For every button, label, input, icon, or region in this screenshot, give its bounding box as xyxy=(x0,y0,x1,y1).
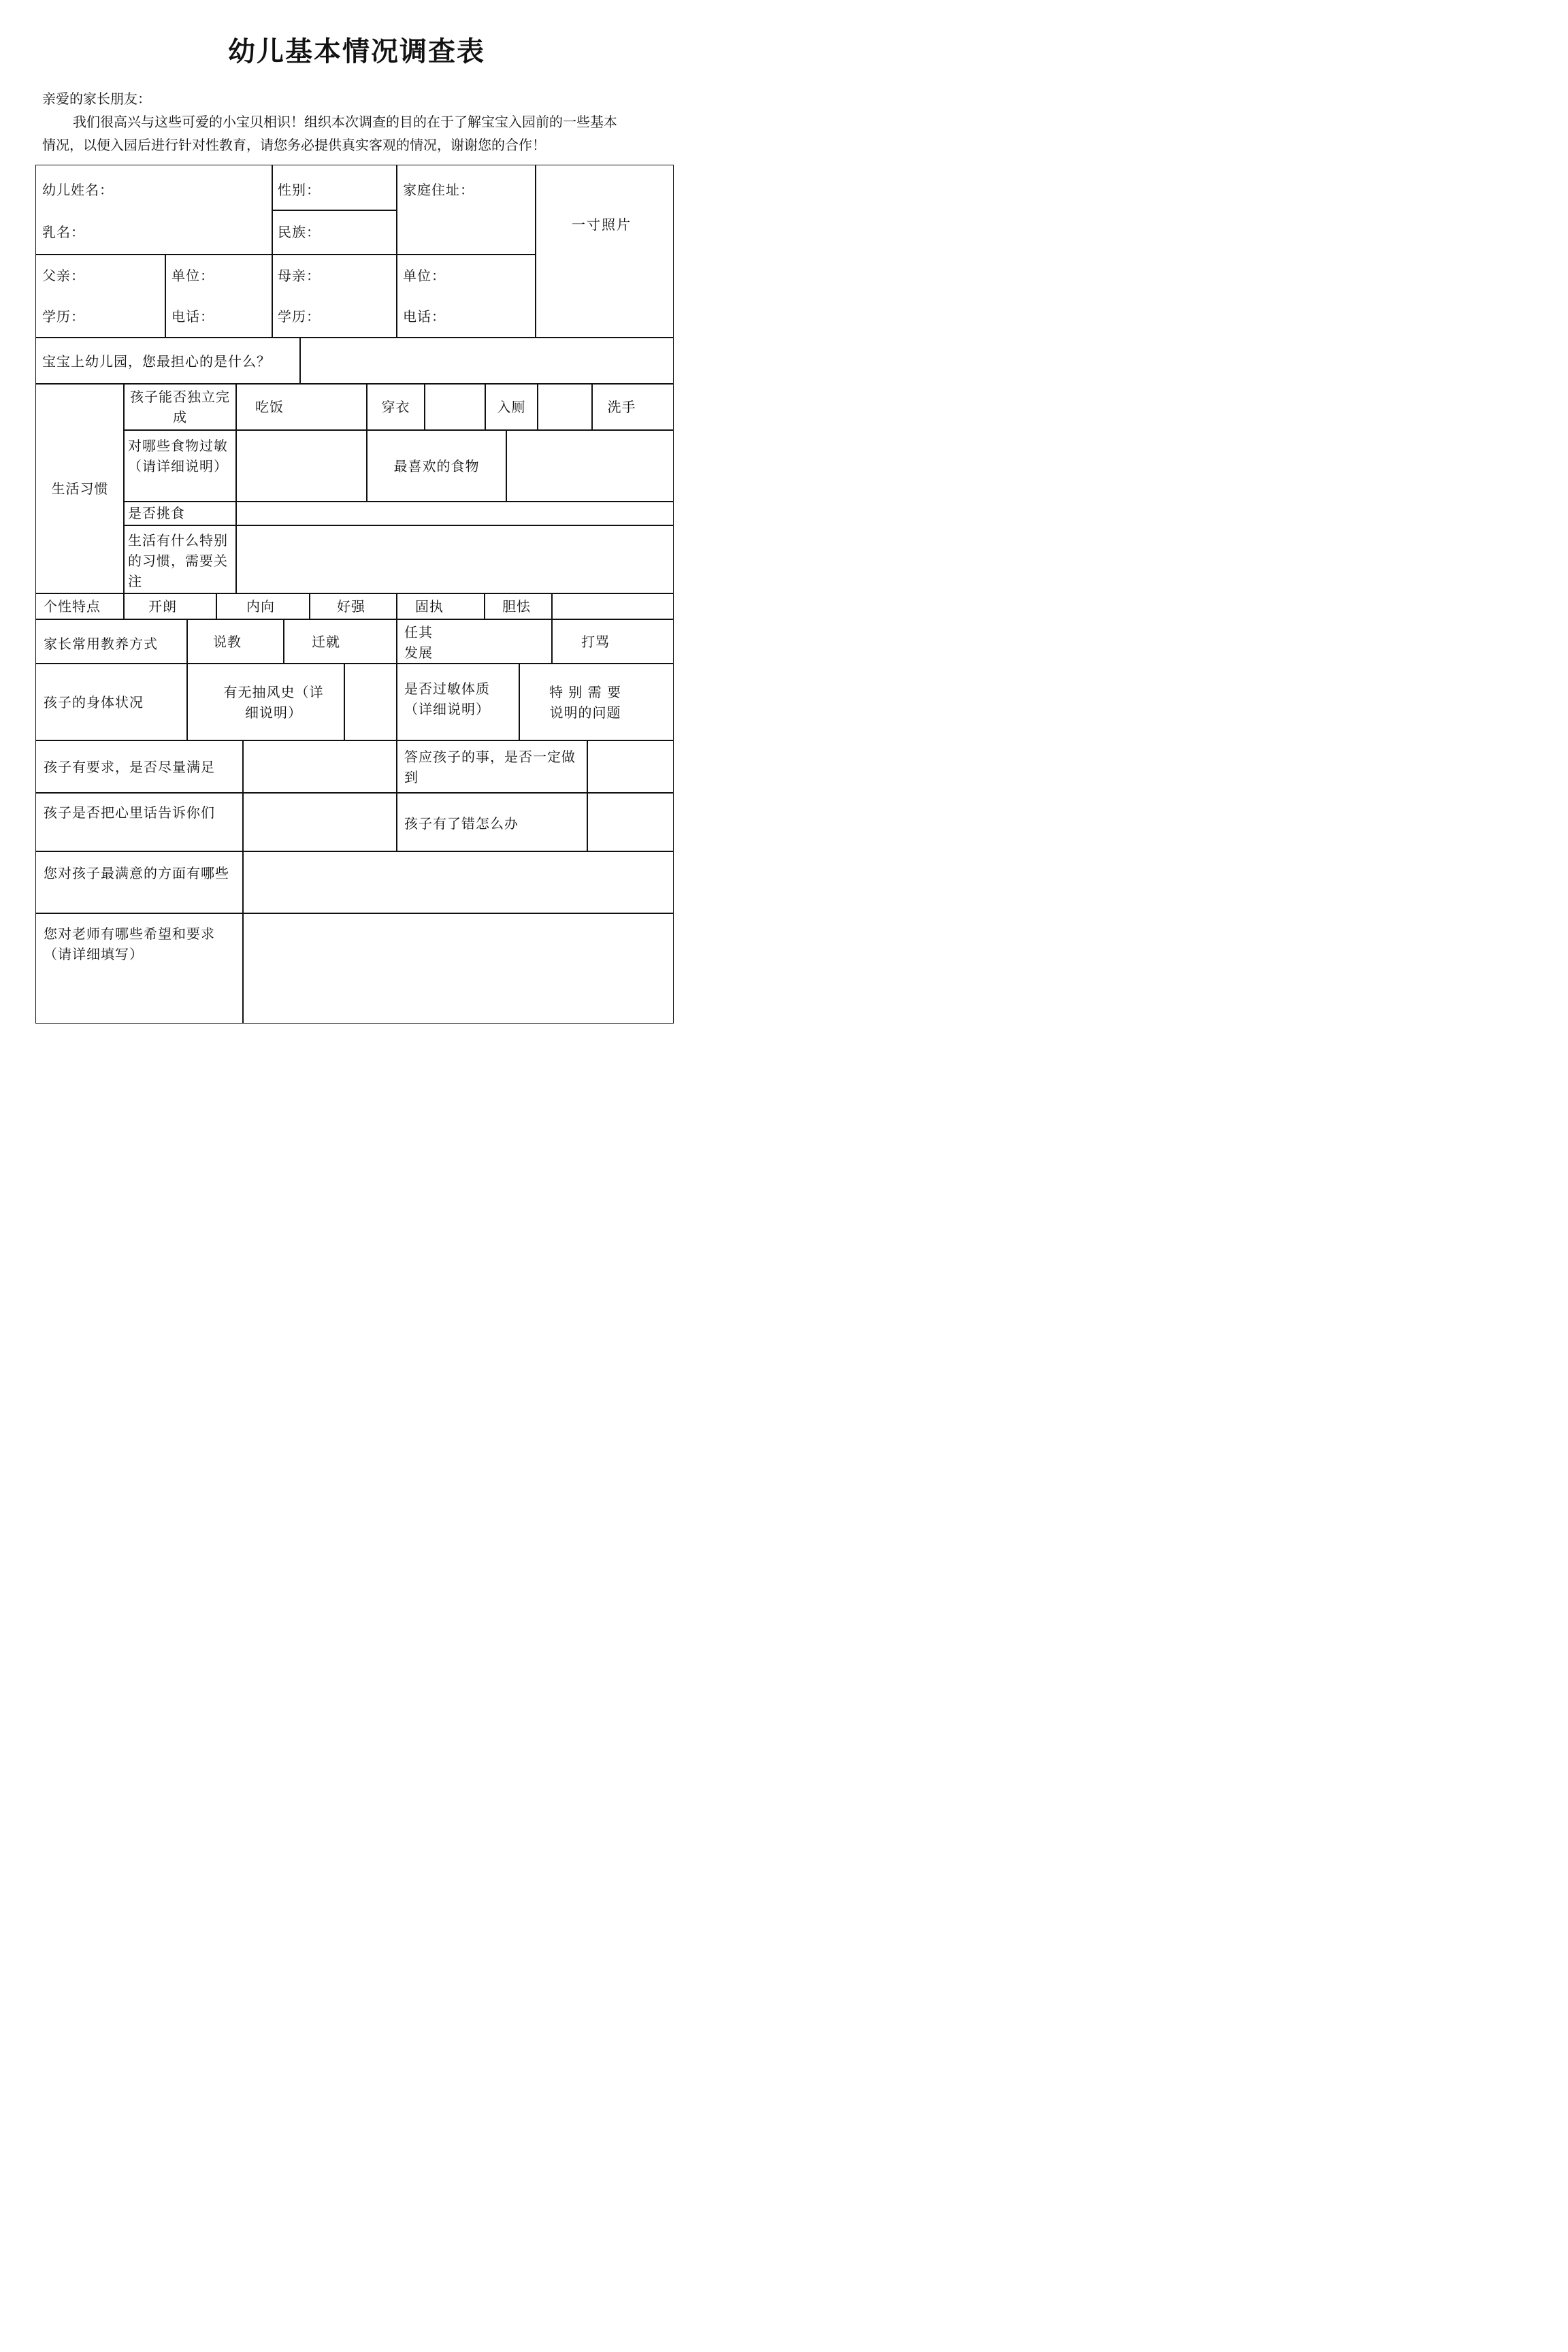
convulsion-history-input[interactable] xyxy=(347,691,396,713)
page-title: 幼儿基本情况调查表 xyxy=(228,36,485,67)
personality-option-stubborn[interactable]: 固执 xyxy=(415,598,444,615)
intro-paragraph-line1: 我们很高兴与这些可爱的小宝贝相识！组织本次调查的目的在于了解宝宝入园前的一些基本 xyxy=(73,114,617,130)
col-divider xyxy=(519,663,520,740)
father-label: 父亲： xyxy=(42,267,85,284)
row-divider xyxy=(35,851,674,852)
independent-question: 孩子能否独立完成 xyxy=(130,389,230,425)
picky-eater-input[interactable] xyxy=(240,504,672,524)
col-divider xyxy=(165,254,166,337)
intro-paragraph-line2: 情况，以便入园后进行针对性教育，请您务必提供真实客观的情况，谢谢您的合作！ xyxy=(42,137,546,153)
personality-option-outgoing[interactable]: 开朗 xyxy=(148,598,177,615)
row-divider xyxy=(35,254,535,255)
concern-answer-input[interactable] xyxy=(304,340,672,382)
personality-option-timid[interactable]: 胆怯 xyxy=(502,598,531,615)
parenting-option-preaching[interactable]: 说教 xyxy=(213,633,242,650)
mother-workplace-input[interactable] xyxy=(444,265,534,287)
share-feelings-input[interactable] xyxy=(246,796,395,849)
favorite-food-label: 最喜欢的食物 xyxy=(393,457,480,474)
parenting-option-laissez-faire[interactable]: 任其发展 xyxy=(404,624,433,661)
col-divider xyxy=(344,663,345,740)
concern-question: 宝宝上幼儿园，您最担心的是什么？ xyxy=(42,353,271,370)
col-divider xyxy=(186,663,188,740)
washing-input[interactable] xyxy=(647,396,672,418)
ethnicity-input[interactable] xyxy=(320,222,394,244)
picky-eater-question: 是否挑食 xyxy=(128,505,185,521)
col-divider xyxy=(272,165,273,337)
mother-input[interactable] xyxy=(320,265,394,287)
row-divider xyxy=(123,525,674,526)
nickname-input[interactable] xyxy=(88,222,268,244)
col-divider xyxy=(551,593,553,619)
col-divider xyxy=(299,337,301,383)
col-divider xyxy=(396,663,397,740)
satisfy-requests-input[interactable] xyxy=(246,745,395,791)
col-divider xyxy=(242,913,244,1024)
father-education-label: 学历： xyxy=(42,308,85,325)
father-phone-label: 电话： xyxy=(172,308,214,325)
greeting-text: 亲爱的家长朋友： xyxy=(42,91,151,107)
father-education-input[interactable] xyxy=(84,306,163,328)
teacher-expectations-question: 您对老师有哪些希望和要求（请详细填写） xyxy=(44,926,215,962)
nickname-label: 乳名： xyxy=(42,224,85,240)
most-satisfied-question: 您对孩子最满意的方面有哪些 xyxy=(44,865,229,881)
convulsion-history-question: 有无抽风史（详细说明） xyxy=(223,683,324,721)
personality-other-input[interactable] xyxy=(555,596,672,618)
satisfy-requests-question: 孩子有要求，是否尽量满足 xyxy=(44,759,215,775)
dressing-input[interactable] xyxy=(427,396,485,418)
mother-education-label: 学历： xyxy=(278,308,321,325)
dressing-label: 穿衣 xyxy=(381,399,410,415)
keep-promises-question: 答应孩子的事，是否一定做到 xyxy=(404,749,576,785)
col-divider xyxy=(242,740,244,913)
allergic-constitution-question: 是否过敏体质（详细说明） xyxy=(404,681,490,717)
child-name-label: 幼儿姓名： xyxy=(42,182,114,198)
most-satisfied-input[interactable] xyxy=(246,855,672,912)
col-divider xyxy=(506,429,507,501)
food-allergy-question: 对哪些食物过敏（请详细说明） xyxy=(128,438,228,474)
parenting-option-indulgent[interactable]: 迁就 xyxy=(312,633,340,650)
col-divider xyxy=(587,740,588,851)
ethnicity-label: 民族： xyxy=(278,224,321,240)
gender-input[interactable] xyxy=(320,180,394,201)
toilet-input[interactable] xyxy=(540,396,591,418)
row-divider xyxy=(35,792,674,794)
personality-option-introverted[interactable]: 内向 xyxy=(246,598,275,615)
photo-slot[interactable] xyxy=(536,166,672,336)
washing-label: 洗手 xyxy=(607,399,636,415)
col-divider xyxy=(537,383,538,429)
father-workplace-input[interactable] xyxy=(212,265,271,287)
teacher-expectations-input[interactable] xyxy=(246,917,672,1022)
photo-placeholder-label: 一寸照片 xyxy=(572,216,632,233)
row-divider xyxy=(35,337,674,338)
address-label: 家庭住址： xyxy=(403,182,474,198)
share-feelings-question: 孩子是否把心里话告诉你们 xyxy=(44,804,215,821)
special-habits-input[interactable] xyxy=(240,529,672,592)
mother-label: 母亲： xyxy=(278,267,321,284)
mother-education-input[interactable] xyxy=(320,306,394,328)
mother-phone-input[interactable] xyxy=(444,306,534,328)
eating-input[interactable] xyxy=(304,396,365,418)
toilet-label: 入厕 xyxy=(497,399,526,415)
address-input[interactable] xyxy=(403,204,532,252)
row-divider xyxy=(272,210,397,211)
parenting-style-label: 家长常用教养方式 xyxy=(44,636,158,652)
row-divider xyxy=(35,913,674,914)
personality-option-competitive[interactable]: 好强 xyxy=(337,598,365,615)
handle-mistakes-input[interactable] xyxy=(591,796,672,849)
row-divider xyxy=(123,501,674,502)
special-habits-question: 生活有什么特别的习惯，需要关注 xyxy=(128,532,228,589)
survey-form-table xyxy=(0,0,713,1066)
child-name-input[interactable] xyxy=(116,180,268,201)
father-phone-input[interactable] xyxy=(212,306,271,328)
father-workplace-label: 单位： xyxy=(172,267,214,284)
favorite-food-input[interactable] xyxy=(510,434,672,500)
habits-section-label: 生活习惯 xyxy=(51,480,109,497)
col-divider xyxy=(396,165,397,337)
mother-workplace-label: 单位： xyxy=(403,267,446,284)
col-divider xyxy=(424,383,425,429)
special-notes-question: 特 别 需 要说明的问题 xyxy=(549,683,622,721)
food-allergy-input[interactable] xyxy=(240,434,365,500)
keep-promises-input[interactable] xyxy=(591,745,672,791)
parenting-option-scolding[interactable]: 打骂 xyxy=(581,633,610,650)
handle-mistakes-question: 孩子有了错怎么办 xyxy=(404,815,519,832)
col-divider xyxy=(396,619,397,663)
personality-label: 个性特点 xyxy=(44,598,101,615)
col-divider xyxy=(396,740,397,851)
eating-label: 吃饭 xyxy=(255,399,284,415)
health-label: 孩子的身体状况 xyxy=(44,694,144,710)
father-input[interactable] xyxy=(84,265,163,287)
gender-label: 性别： xyxy=(278,182,321,198)
row-divider xyxy=(35,740,674,741)
mother-phone-label: 电话： xyxy=(403,308,446,325)
